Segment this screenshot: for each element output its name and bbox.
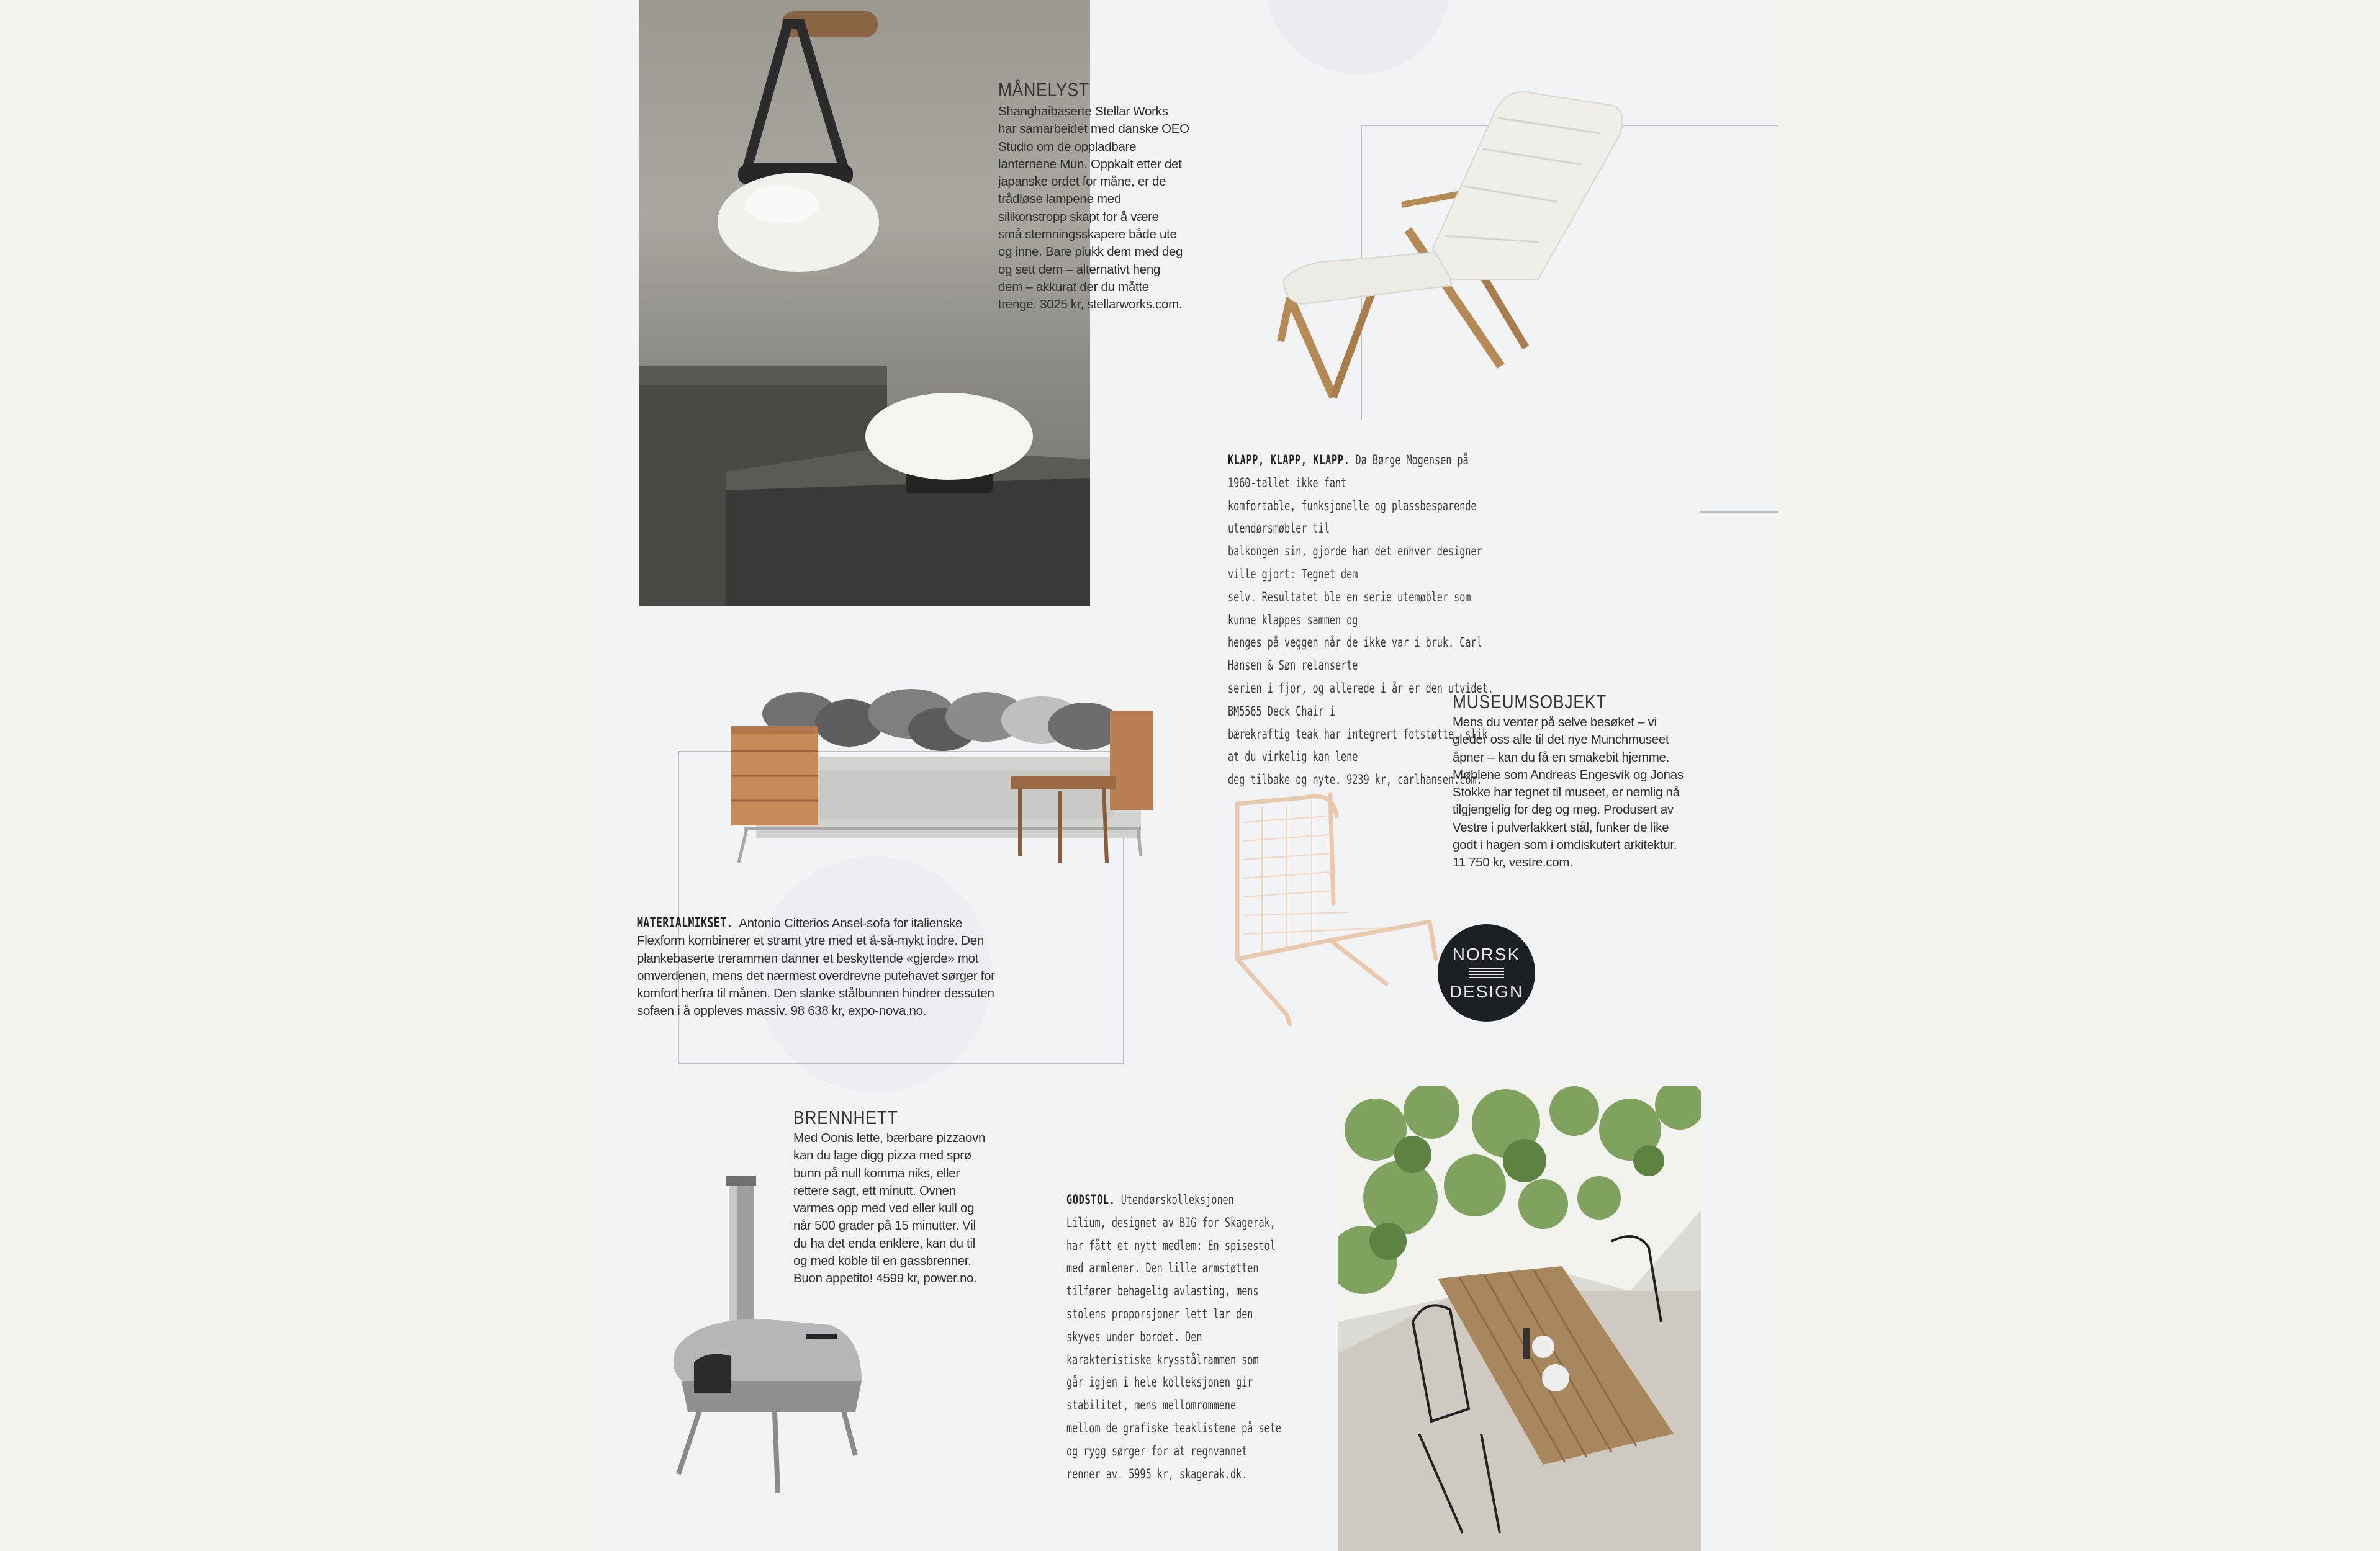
manelyst-text: Shanghaibaserte Stellar Works har samarbeidet med danske OEO Studio om de oppladbare lanternene Mun. Oppkalt etter det japanske ordet for måne, er de trådløse lampene med silikonstropp skapt for å være små stemningsskapere både ute og inne. Bare plukk dem med deg og sett dem – alternativt heng dem – akkurat der du måtte trenge. 3025 kr, stellarworks.com. bbox=[998, 104, 1189, 312]
museum-heading: MUSEUMSOBJEKT bbox=[1453, 691, 1607, 713]
material-text: MATERIALMIKSET. Antonio Citterios Ansel-sofa for italienske Flexform kombinerer et stramt ytre med et å-så-mykt indre. Den plankebaserte trerammen danner et beskyttende «gjerde» mot omverdenen, mens det nærmest overdrevne putehavet sørger for komfort herfra til månen. Den slanke stålbunnen hindrer dessuten sofaen i å oppleves massiv. 98 638 kr, expo-nova.no. bbox=[637, 915, 995, 1018]
garden-illustration bbox=[1338, 1086, 1701, 1551]
munch-chair-image bbox=[1225, 779, 1461, 1027]
magazine-page bbox=[595, 0, 1778, 1551]
klapp-text: KLAPP, KLAPP, KLAPP. Da Børge Mogensen på 1960-tallet ikke fant komfortable, funksjonelle og plassbesparende utendørsmøbler til balkongen sin, gjorde han det enhver designer ville gjort: Tegnet dem selv. Resultatet ble en serie utemøbler som kunne klappes sammen og henges på veggen når de ikke var i bruk. Carl Hansen & Søn relanserte serien i fjor, og allerede i år er den utvidet. BM5565 Deck Chair i bærekraftig teak har integrert fotstøtte, slik at du virkelig kan lene deg tilbake og nyte. 9239 kr, carlhansen.com. bbox=[1228, 452, 1494, 788]
deck-chair-image bbox=[1265, 74, 1638, 403]
badge-stripes bbox=[1469, 968, 1504, 979]
norsk-design-badge bbox=[1438, 924, 1535, 1022]
godstol-text: GODSTOL. Utendørskolleksjonen Lilium, designet av BIG for Skagerak, har fått et nytt medlem: En spisestol med armlener. Den lille armstøtten tilfører behagelig avlasting, mens stolens proporsjoner lett lar den skyves under bordet. Den karakteristiske krysstålrammen som går igjen i hele kolleksjonen gir stabilitet, mens mellomrommene mellom de grafiske teaklistene på sete og rygg sørger for at regnvannet renner av. 5995 kr, skagerak.dk. bbox=[1066, 1192, 1281, 1481]
brennhett-heading: BRENNHETT bbox=[793, 1107, 898, 1128]
garden-table-photo bbox=[1338, 1086, 1701, 1551]
badge-line2: DESIGN bbox=[1449, 981, 1524, 1001]
manelyst-heading: MÅNELYST bbox=[998, 79, 1089, 101]
klapp-lead: KLAPP, KLAPP, KLAPP. bbox=[1228, 452, 1350, 467]
pizza-oven-image bbox=[657, 1176, 880, 1505]
brennhett-text: Med Oonis lette, bærbare pizzaovn kan du lage digg pizza med sprø bunn på null komma niks, eller rettere sagt, ett minutt. Ovnen varmes opp med ved eller kull og når 500 grader på 15 minutter. Vil du ha det enda enklere, kan du til og med koble til en gassbrenner. Buon appetito! 4599 kr, power.no. bbox=[793, 1131, 986, 1286]
material-lead: MATERIALMIKSET. bbox=[637, 915, 733, 931]
badge-line1: NORSK bbox=[1452, 944, 1521, 964]
godstol-lead: GODSTOL. bbox=[1066, 1192, 1116, 1207]
sofa-image bbox=[731, 677, 1166, 900]
museum-text: Mens du venter på selve besøket – vi gleder oss alle til det nye Munchmuseet åpner – kan du få en smakebit hjemme. Møblene som Andreas Engesvik og Jonas Stokke har tegnet til museet, er nemlig nå tilgjengelig for deg og meg. Produsert av Vestre i pulverlakkert stål, funker de like godt i hagen som i omdiskutert arkitektur. 11 750 kr, vestre.com. bbox=[1453, 715, 1684, 870]
klapp-rule bbox=[1700, 511, 1778, 513]
ghost-circle bbox=[1265, 0, 1451, 74]
